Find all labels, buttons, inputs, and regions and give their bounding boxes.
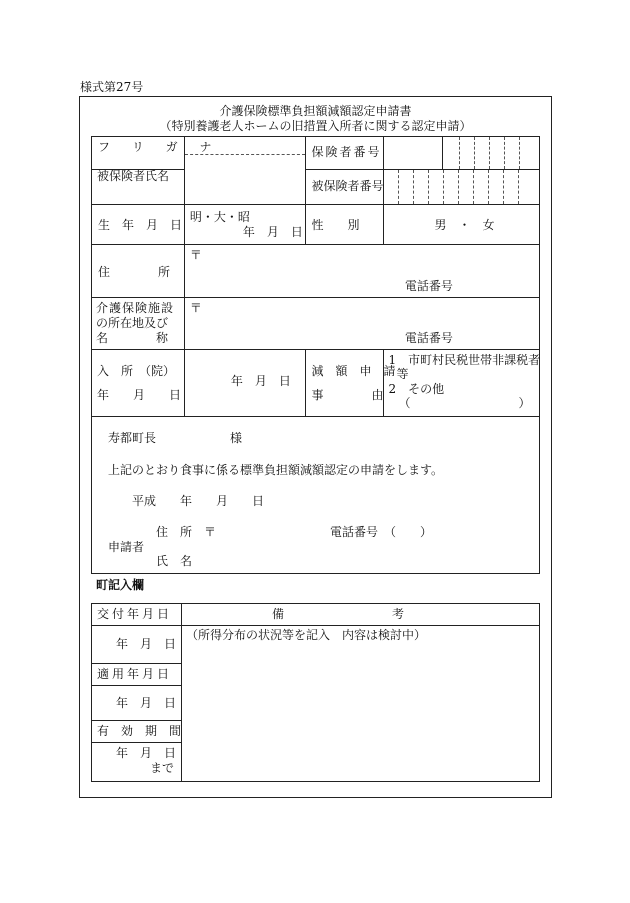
applicant-table bbox=[91, 136, 540, 574]
validity-ymd: 年 月 日 bbox=[116, 746, 177, 760]
honorific: 様 bbox=[230, 431, 243, 445]
issue-date-ymd: 年 月 日 bbox=[116, 637, 177, 651]
notes-header-cell bbox=[182, 604, 540, 626]
form-number: 様式第27号 bbox=[80, 80, 144, 94]
declaration-cell bbox=[92, 417, 540, 574]
sex-options[interactable] bbox=[384, 205, 540, 245]
admission-label-2: 年 月 日 bbox=[97, 388, 182, 402]
insured-number-label: 被保険者番号 bbox=[311, 179, 384, 193]
address-input[interactable] bbox=[184, 245, 539, 298]
furigana-label: フ リ ガ ナ bbox=[98, 140, 221, 154]
addressee: 寿都町長 bbox=[108, 431, 157, 445]
validity-until: まで bbox=[150, 761, 175, 775]
applicant-address-label[interactable]: 住 所 〒 bbox=[156, 525, 217, 539]
town-section-heading: 町記入欄 bbox=[96, 578, 145, 592]
facility-label-1: 介護保険施設 bbox=[96, 301, 175, 315]
apply-date-label: 適用年月日 bbox=[97, 667, 173, 681]
era-options: 明・大・昭 bbox=[189, 210, 250, 224]
sex-options-text: 男 ・ 女 bbox=[434, 218, 495, 232]
insured-name-input[interactable] bbox=[184, 137, 306, 205]
reason-label-2: 事 由 bbox=[311, 388, 384, 402]
issue-date-label: 交付年月日 bbox=[97, 607, 173, 621]
notes-header: 備 考 bbox=[272, 607, 405, 621]
applicant-name-label[interactable]: 氏 名 bbox=[156, 554, 193, 568]
facility-input[interactable] bbox=[184, 298, 539, 350]
admission-label-cell bbox=[92, 350, 185, 417]
reason-option-2: 2 その他 bbox=[388, 382, 445, 396]
facility-label-cell bbox=[92, 298, 185, 350]
admission-label-1: 入 所 （院） bbox=[97, 364, 176, 378]
address-postal-mark: 〒 bbox=[189, 248, 202, 262]
form-subtitle: （特別養護老人ホームの旧措置入所者に関する認定申請） bbox=[159, 119, 472, 133]
validity-value[interactable] bbox=[92, 743, 182, 782]
insured-name-label: 被保険者氏名 bbox=[97, 169, 170, 183]
facility-label-3: 名 称 bbox=[96, 331, 169, 345]
insured-number-label-cell bbox=[306, 170, 384, 205]
date-line[interactable]: 平成 年 月 日 bbox=[132, 494, 265, 508]
facility-label-2: の所在地及び bbox=[96, 316, 169, 330]
statement: 上記のとおり食事に係る標準負担額減額認定の申請をします。 bbox=[108, 463, 444, 477]
furigana-label-cell bbox=[92, 137, 221, 170]
birthdate-input[interactable] bbox=[184, 205, 306, 245]
birthdate-label-cell bbox=[92, 205, 185, 245]
issue-date-value[interactable] bbox=[92, 626, 182, 664]
apply-date-ymd: 年 月 日 bbox=[116, 696, 177, 710]
address-label-cell bbox=[92, 245, 185, 298]
reason-option-2-paren: （ ） bbox=[398, 396, 531, 410]
address-label: 住 所 bbox=[98, 265, 171, 279]
applicant-phone[interactable]: 電話番号 （ ） bbox=[330, 525, 433, 539]
reason-label-cell bbox=[306, 350, 396, 417]
reason-option-1: 1 市町村民税世帯非課税者 bbox=[388, 353, 541, 367]
insured-number-input[interactable] bbox=[384, 170, 540, 205]
town-table bbox=[91, 603, 540, 782]
insured-name-label-cell bbox=[92, 170, 185, 205]
notes-text: （所得分布の状況等を記入 内容は検討中） bbox=[186, 628, 427, 642]
insurer-number-input[interactable] bbox=[384, 137, 540, 170]
insurer-number-label-cell bbox=[306, 137, 384, 170]
facility-phone-label: 電話番号 bbox=[404, 331, 453, 345]
furigana-divider bbox=[185, 154, 306, 155]
validity-label-cell bbox=[92, 721, 182, 743]
facility-postal-mark: 〒 bbox=[189, 301, 202, 315]
notes-input[interactable] bbox=[182, 626, 540, 782]
issue-date-label-cell bbox=[92, 604, 182, 626]
form-title: 介護保険標準負担額減額認定申請書 bbox=[219, 104, 412, 118]
apply-date-value[interactable] bbox=[92, 686, 182, 721]
admission-ymd: 年 月 日 bbox=[230, 374, 291, 388]
reason-option-1-cont: 等 bbox=[396, 367, 409, 381]
birthdate-ymd: 年 月 日 bbox=[242, 225, 303, 239]
insurer-number-label: 保険者番号 bbox=[311, 145, 382, 159]
validity-label: 有 効 期 間 bbox=[97, 724, 182, 738]
reason-options[interactable] bbox=[384, 350, 540, 417]
reason-label-1: 減 額 申 請 bbox=[311, 364, 396, 378]
birthdate-label: 生 年 月 日 bbox=[98, 218, 183, 232]
apply-date-label-cell bbox=[92, 664, 182, 686]
sex-label-cell bbox=[306, 205, 384, 245]
applicant-label: 申請者 bbox=[108, 540, 145, 554]
sex-label: 性 別 bbox=[311, 218, 360, 232]
admission-date-input[interactable] bbox=[184, 350, 306, 417]
address-phone-label: 電話番号 bbox=[404, 279, 453, 293]
